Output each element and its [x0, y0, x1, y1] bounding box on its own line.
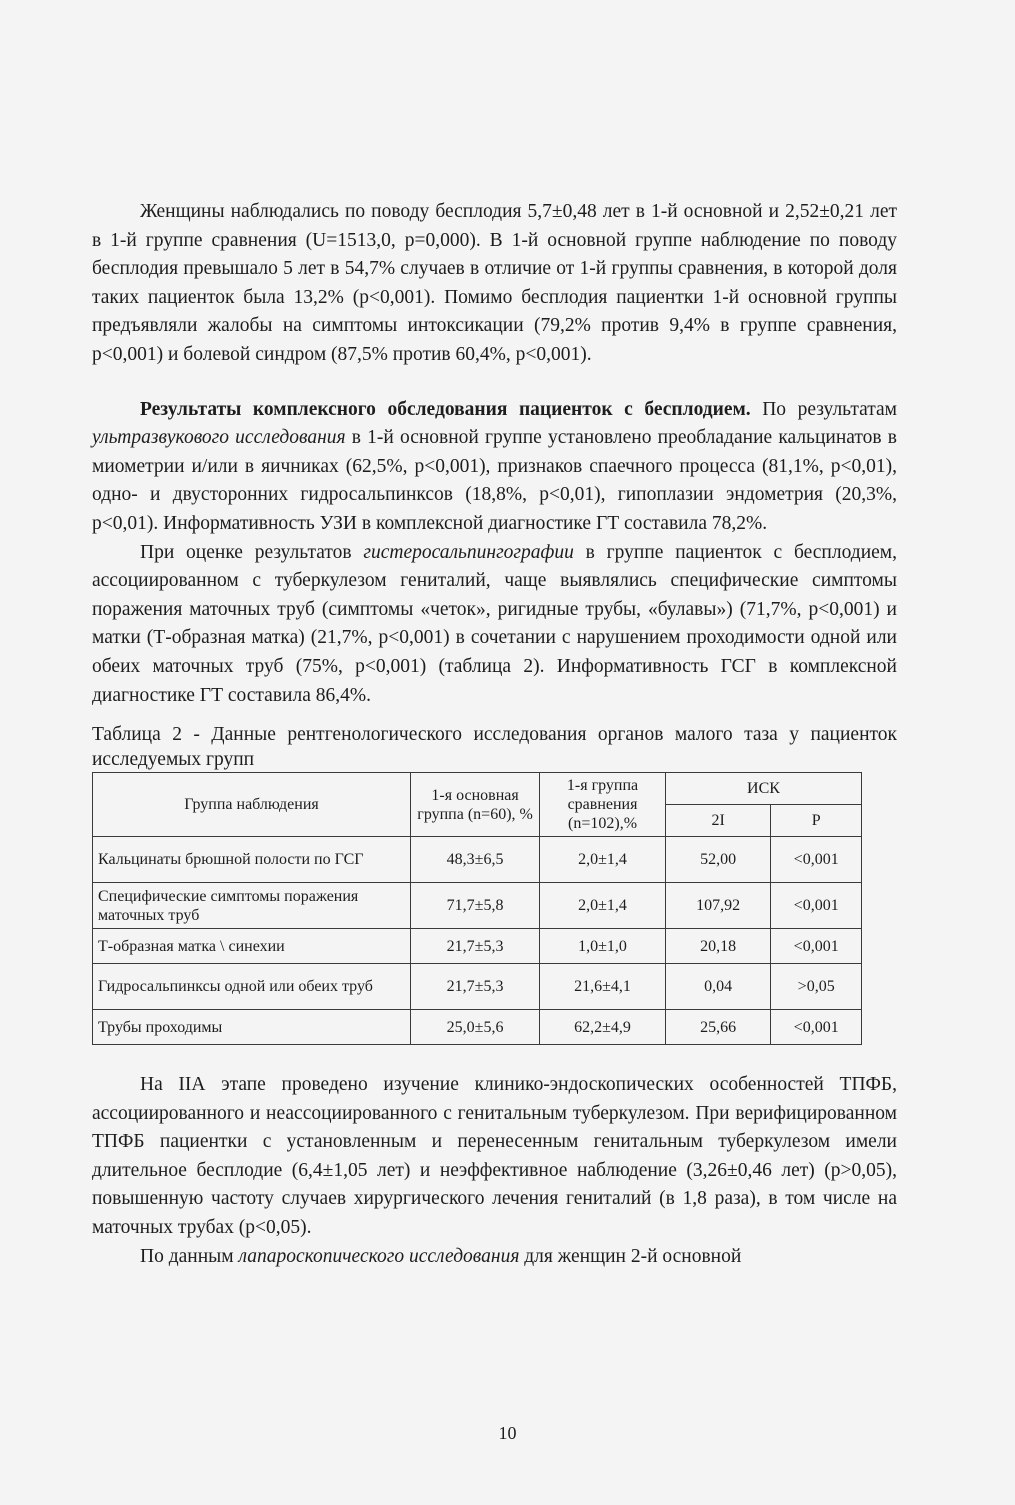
paragraph-2-text-a: По результатам: [750, 398, 897, 420]
paragraph-4: На IIА этапе проведено изучение клинико-эндоскопических особенностей ТПФБ, ассоциированного и неассоциированного с генитальным туберкулезом. При верифицированном ТПФБ пациентки с установленным и перенесенным генитальным туберкулезом имели длительное бесплодие (6,4±1,05 лет) и неэффективное наблюдение (3,26±0,46 лет) (p>0,05), повышенную частоту случаев хирургического лечения гениталий (в 1,8 раза), в том числе на маточных трубах (p<0,05).: [92, 1074, 897, 1239]
paragraph-3-text-a: При оценке результатов: [140, 541, 364, 563]
row-label: Кальцинаты брюшной полости по ГСГ: [93, 837, 411, 883]
row-label: Трубы проходимы: [93, 1010, 411, 1045]
cell-p: <0,001: [771, 883, 862, 929]
table-caption: Таблица 2 - Данные рентгенологического исследования органов малого таза у пациенток исследуемых групп: [92, 724, 897, 771]
header-p: P: [771, 805, 862, 837]
cell-p: <0,001: [771, 929, 862, 964]
cell-main: 48,3±6,5: [411, 837, 540, 883]
cell-p: <0,001: [771, 837, 862, 883]
table-row: [93, 837, 862, 883]
cell-compare: 2,0±1,4: [540, 837, 666, 883]
section-heading: Результаты комплексного обследования пациенток с бесплодием.: [140, 398, 751, 420]
document-body: [92, 198, 897, 1271]
cell-main: 25,0±5,6: [411, 1010, 540, 1045]
cell-chi: 52,00: [665, 837, 770, 883]
row-label: Специфические симптомы поражения маточных труб: [93, 883, 411, 929]
table-row: [93, 964, 862, 1010]
cell-p: >0,05: [771, 964, 862, 1010]
cell-chi: 0,04: [665, 964, 770, 1010]
table-header-row: [93, 773, 862, 805]
paragraph-5-text-a: По данным: [140, 1245, 239, 1267]
header-group: Группа наблюдения: [93, 773, 411, 837]
table-row: [93, 1010, 862, 1045]
cell-chi: 25,66: [665, 1010, 770, 1045]
paragraph-2-text-b: в 1-й основной группе установлено преобладание кальцинатов в миометрии и/или в яичниках (62,5%, p<0,001), признаков спаечного процесса (81,1%, p<0,01), одно- и двусторонних гидросальпинксов (18,8%, p<0,01), гипоплазии эндометрия (20,3%, p<0,01). Информативность УЗИ в комплексной диагностике ГТ составила 78,2%.: [92, 427, 897, 534]
paragraph-3: [92, 539, 897, 711]
cell-main: 21,7±5,3: [411, 964, 540, 1010]
cell-p: <0,001: [771, 1010, 862, 1045]
cell-main: 21,7±5,3: [411, 929, 540, 964]
cell-compare: 21,6±4,1: [540, 964, 666, 1010]
data-table: [92, 772, 862, 1045]
page-number: 10: [498, 1423, 517, 1443]
row-label: Гидросальпинксы одной или обеих труб: [93, 964, 411, 1010]
header-compare-group: 1-я группа сравнения (n=102),%: [540, 773, 666, 837]
cell-compare: 62,2±4,9: [540, 1010, 666, 1045]
paragraph-1: Женщины наблюдались по поводу бесплодия 5,7±0,48 лет в 1-й основной и 2,52±0,21 лет в 1-й группе сравнения (U=1513,0, p=0,000). В 1-й основной группе наблюдение по поводу бесплодия превышало 5 лет в 54,7% случаев в отличие от 1-й группы сравнения, в которой доля таких пациенток была 13,2% (p<0,001). Помимо бесплодия пациентки 1-й основной группы предъявляли жалобы на симптомы интоксикации (79,2% против 9,4% в группе сравнения, p<0,001) и болевой синдром (87,5% против 60,4%, p<0,001).: [92, 201, 897, 365]
emphasis-hsg: гистеросальпингографии: [363, 541, 574, 563]
emphasis-laparoscopy: лапароскопического исследования: [238, 1245, 520, 1267]
paragraph-3-text-b: в группе пациенток с бесплодием, ассоциированном с туберкулезом гениталий, чаще выявлялись специфические симптомы поражения маточных труб (симптомы «четок», ригидные трубы, «булавы») (71,7%, p<0,001) и матки (Т-образная матка) (21,7%, p<0,001) в сочетании с нарушением проходимости одной или обеих маточных труб (75%, p<0,001) (таблица 2). Информативность ГСГ в комплексной диагностике ГТ составила 86,4%.: [92, 541, 897, 706]
emphasis-ultrasound: ультразвукового исследования: [92, 427, 346, 449]
cell-compare: 2,0±1,4: [540, 883, 666, 929]
cell-compare: 1,0±1,0: [540, 929, 666, 964]
paragraph-5-text-b: для женщин 2-й основной: [519, 1245, 742, 1267]
paragraph-5: [92, 1243, 897, 1272]
paragraph-2: [92, 396, 897, 539]
header-chi: 2I: [665, 805, 770, 837]
header-isk: ИСК: [665, 773, 861, 805]
table-row: [93, 883, 862, 929]
cell-chi: 20,18: [665, 929, 770, 964]
table-row: [93, 929, 862, 964]
cell-chi: 107,92: [665, 883, 770, 929]
row-label: Т-образная матка \ синехии: [93, 929, 411, 964]
cell-main: 71,7±5,8: [411, 883, 540, 929]
header-main-group: 1-я основная группа (n=60), %: [411, 773, 540, 837]
